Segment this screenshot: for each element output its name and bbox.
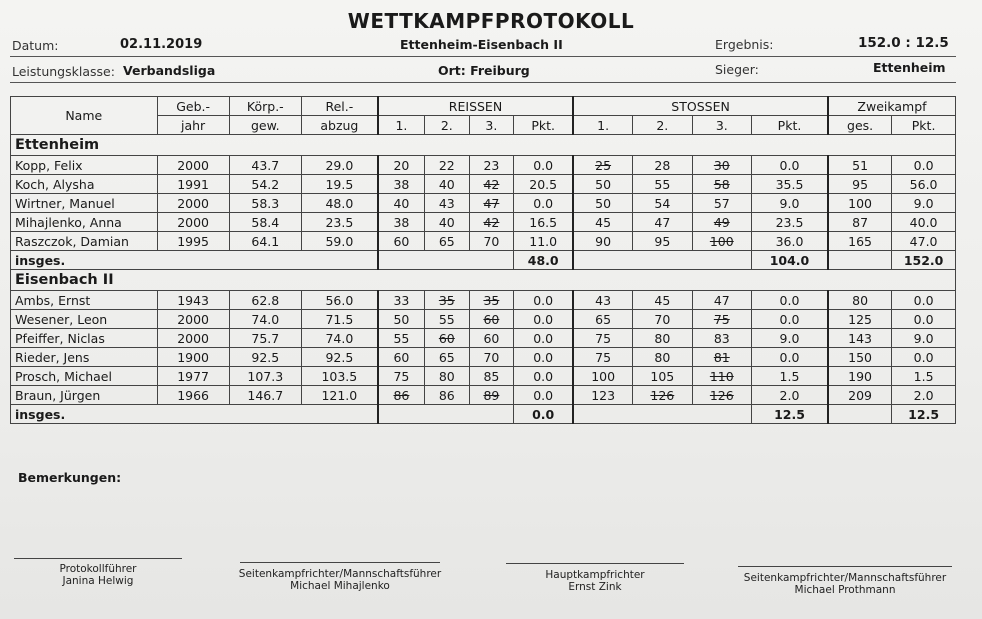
stossen-attempt-1: 50 — [573, 194, 632, 213]
athlete-name: Ambs, Ernst — [11, 291, 158, 310]
stossen-attempt-2: 45 — [633, 291, 692, 310]
signature-role: Hauptkampfrichter — [545, 569, 645, 581]
total-empty — [573, 251, 751, 270]
reissen-points: 20.5 — [514, 175, 573, 194]
signature-line — [738, 566, 952, 567]
zweikampf-total: 190 — [828, 367, 892, 386]
reissen-attempt-3: 85 — [469, 367, 514, 386]
athlete-name: Wesener, Leon — [11, 310, 158, 329]
ergebnis-label: Ergebnis: — [715, 37, 774, 52]
zweikampf-points: 9.0 — [892, 194, 956, 213]
athlete-row — [11, 175, 956, 194]
reissen-attempt-1: 50 — [378, 310, 425, 329]
reissen-points: 0.0 — [514, 329, 573, 348]
zweikampf-total: 125 — [828, 310, 892, 329]
stossen-attempt-1: 65 — [573, 310, 632, 329]
col-kg: Körp.- — [229, 97, 301, 116]
total-label: insges. — [11, 405, 378, 424]
reissen-attempt-3: 23 — [469, 156, 514, 175]
reissen-points: 11.0 — [514, 232, 573, 251]
signature-name: Michael Mihajlenko — [290, 580, 390, 592]
reissen-attempt-1: 33 — [378, 291, 425, 310]
reissen-points: 0.0 — [514, 386, 573, 405]
body-weight: 58.3 — [229, 194, 301, 213]
signature-line — [506, 563, 684, 564]
stossen-attempt-3: 57 — [692, 194, 751, 213]
athlete-name: Pfeiffer, Niclas — [11, 329, 158, 348]
total-empty — [828, 251, 892, 270]
reissen-attempt-3: 42 — [469, 175, 514, 194]
stossen-points: 36.0 — [752, 232, 828, 251]
total-empty — [378, 251, 514, 270]
total-zweikampf: 12.5 — [892, 405, 956, 424]
ort-value: Ort: Freiburg — [438, 63, 530, 78]
signature-name: Janina Helwig — [62, 575, 134, 587]
signature-hauptkampfrichter — [506, 569, 684, 593]
zweikampf-points: 1.5 — [892, 367, 956, 386]
relative-deduction: 29.0 — [301, 156, 377, 175]
stossen-attempt-2: 126 — [633, 386, 692, 405]
reissen-points: 0.0 — [514, 194, 573, 213]
zweikampf-total: 143 — [828, 329, 892, 348]
stossen-points: 9.0 — [752, 329, 828, 348]
zweikampf-total: 165 — [828, 232, 892, 251]
stossen-attempt-2: 47 — [633, 213, 692, 232]
athlete-name: Mihajlenko, Anna — [11, 213, 158, 232]
total-stossen: 12.5 — [752, 405, 828, 424]
relative-deduction: 19.5 — [301, 175, 377, 194]
signature-role: Protokollführer — [59, 563, 137, 575]
reissen-attempt-3: 70 — [469, 232, 514, 251]
relative-deduction: 121.0 — [301, 386, 377, 405]
athlete-row — [11, 232, 956, 251]
sieger-value: Ettenheim — [873, 60, 946, 75]
sieger-label: Sieger: — [715, 62, 759, 77]
stossen-attempt-3: 30 — [692, 156, 751, 175]
reissen-attempt-2: 55 — [425, 310, 470, 329]
body-weight: 92.5 — [229, 348, 301, 367]
col-geb: Geb.- — [157, 97, 229, 116]
body-weight: 74.0 — [229, 310, 301, 329]
stossen-attempt-2: 95 — [633, 232, 692, 251]
zweikampf-points: 56.0 — [892, 175, 956, 194]
header-divider — [10, 56, 956, 57]
reissen-attempt-2: 65 — [425, 232, 470, 251]
relative-deduction: 48.0 — [301, 194, 377, 213]
zweikampf-total: 95 — [828, 175, 892, 194]
reissen-attempt-2: 22 — [425, 156, 470, 175]
col-r1: 1. — [378, 116, 425, 135]
signature-role: Seitenkampfrichter/Mannschaftsführer — [743, 572, 947, 584]
athlete-name: Rieder, Jens — [11, 348, 158, 367]
zweikampf-total: 100 — [828, 194, 892, 213]
stossen-attempt-1: 25 — [573, 156, 632, 175]
stossen-points: 0.0 — [752, 156, 828, 175]
leistungsklasse-label: Leistungsklasse: — [12, 64, 115, 79]
signature-name: Ernst Zink — [568, 581, 622, 593]
stossen-attempt-3: 81 — [692, 348, 751, 367]
ergebnis-value: 152.0 : 12.5 — [858, 35, 949, 51]
stossen-attempt-2: 28 — [633, 156, 692, 175]
birth-year: 2000 — [157, 213, 229, 232]
birth-year: 2000 — [157, 310, 229, 329]
match-name: Ettenheim-Eisenbach II — [400, 37, 563, 52]
team-header-row — [11, 270, 956, 291]
athlete-name: Braun, Jürgen — [11, 386, 158, 405]
col-s1: 1. — [573, 116, 632, 135]
reissen-points: 0.0 — [514, 367, 573, 386]
total-reissen: 0.0 — [514, 405, 573, 424]
stossen-attempt-3: 75 — [692, 310, 751, 329]
body-weight: 146.7 — [229, 386, 301, 405]
zweikampf-total: 87 — [828, 213, 892, 232]
reissen-attempt-1: 55 — [378, 329, 425, 348]
stossen-attempt-1: 100 — [573, 367, 632, 386]
reissen-attempt-3: 70 — [469, 348, 514, 367]
col-rel-2: abzug — [301, 116, 377, 135]
zweikampf-total: 209 — [828, 386, 892, 405]
col-zpkt: Pkt. — [892, 116, 956, 135]
signature-seitenkampfrichter-2 — [730, 572, 960, 596]
stossen-attempt-3: 83 — [692, 329, 751, 348]
stossen-attempt-2: 80 — [633, 348, 692, 367]
stossen-attempt-1: 75 — [573, 348, 632, 367]
birth-year: 2000 — [157, 194, 229, 213]
stossen-attempt-1: 123 — [573, 386, 632, 405]
athlete-row — [11, 194, 956, 213]
relative-deduction: 71.5 — [301, 310, 377, 329]
stossen-attempt-1: 43 — [573, 291, 632, 310]
reissen-attempt-1: 38 — [378, 213, 425, 232]
stossen-points: 9.0 — [752, 194, 828, 213]
col-spkt: Pkt. — [752, 116, 828, 135]
reissen-points: 0.0 — [514, 156, 573, 175]
reissen-attempt-3: 42 — [469, 213, 514, 232]
birth-year: 1966 — [157, 386, 229, 405]
athlete-row — [11, 348, 956, 367]
col-s3: 3. — [692, 116, 751, 135]
results-body — [11, 135, 956, 424]
team-total-row — [11, 251, 956, 270]
remarks-label: Bemerkungen: — [18, 470, 122, 485]
reissen-attempt-2: 80 — [425, 367, 470, 386]
results-table — [10, 96, 956, 424]
zweikampf-points: 2.0 — [892, 386, 956, 405]
relative-deduction: 92.5 — [301, 348, 377, 367]
birth-year: 1943 — [157, 291, 229, 310]
header-row-1 — [11, 97, 956, 116]
birth-year: 1900 — [157, 348, 229, 367]
header-divider-2 — [10, 82, 956, 83]
body-weight: 54.2 — [229, 175, 301, 194]
reissen-attempt-2: 40 — [425, 175, 470, 194]
reissen-points: 0.0 — [514, 310, 573, 329]
reissen-attempt-2: 35 — [425, 291, 470, 310]
stossen-points: 0.0 — [752, 310, 828, 329]
reissen-attempt-2: 86 — [425, 386, 470, 405]
birth-year: 1991 — [157, 175, 229, 194]
signature-protokollfuehrer — [14, 563, 182, 587]
stossen-attempt-3: 100 — [692, 232, 751, 251]
col-reissen: REISSEN — [378, 97, 573, 116]
athlete-name: Prosch, Michael — [11, 367, 158, 386]
team-header-row — [11, 135, 956, 156]
col-r2: 2. — [425, 116, 470, 135]
stossen-attempt-2: 54 — [633, 194, 692, 213]
athlete-row — [11, 310, 956, 329]
stossen-attempt-3: 58 — [692, 175, 751, 194]
reissen-attempt-1: 20 — [378, 156, 425, 175]
stossen-attempt-3: 47 — [692, 291, 751, 310]
zweikampf-points: 0.0 — [892, 291, 956, 310]
athlete-name: Koch, Alysha — [11, 175, 158, 194]
reissen-points: 0.0 — [514, 291, 573, 310]
relative-deduction: 23.5 — [301, 213, 377, 232]
birth-year: 1977 — [157, 367, 229, 386]
team-total-row — [11, 405, 956, 424]
signature-line — [14, 558, 182, 559]
birth-year: 2000 — [157, 156, 229, 175]
col-s2: 2. — [633, 116, 692, 135]
team-name: Eisenbach II — [11, 270, 956, 291]
reissen-attempt-1: 38 — [378, 175, 425, 194]
athlete-name: Kopp, Felix — [11, 156, 158, 175]
col-name: Name — [11, 97, 158, 135]
team-name: Ettenheim — [11, 135, 956, 156]
reissen-attempt-2: 43 — [425, 194, 470, 213]
signature-role: Seitenkampfrichter/Mannschaftsführer — [238, 568, 442, 580]
reissen-points: 0.0 — [514, 348, 573, 367]
leistungsklasse-value: Verbandsliga — [123, 63, 216, 78]
relative-deduction: 74.0 — [301, 329, 377, 348]
stossen-attempt-2: 70 — [633, 310, 692, 329]
col-rel: Rel.- — [301, 97, 377, 116]
datum-label: Datum: — [12, 38, 59, 53]
stossen-attempt-1: 90 — [573, 232, 632, 251]
birth-year: 1995 — [157, 232, 229, 251]
body-weight: 43.7 — [229, 156, 301, 175]
stossen-attempt-1: 75 — [573, 329, 632, 348]
stossen-points: 23.5 — [752, 213, 828, 232]
col-zweikampf: Zweikampf — [828, 97, 956, 116]
reissen-attempt-3: 35 — [469, 291, 514, 310]
reissen-attempt-1: 86 — [378, 386, 425, 405]
total-empty — [828, 405, 892, 424]
stossen-points: 1.5 — [752, 367, 828, 386]
relative-deduction: 59.0 — [301, 232, 377, 251]
zweikampf-points: 9.0 — [892, 329, 956, 348]
reissen-attempt-1: 60 — [378, 348, 425, 367]
athlete-row — [11, 291, 956, 310]
reissen-attempt-2: 40 — [425, 213, 470, 232]
total-zweikampf: 152.0 — [892, 251, 956, 270]
athlete-name: Raszczok, Damian — [11, 232, 158, 251]
col-kg-2: gew. — [229, 116, 301, 135]
signature-name: Michael Prothmann — [794, 584, 896, 596]
zweikampf-points: 0.0 — [892, 348, 956, 367]
total-reissen: 48.0 — [514, 251, 573, 270]
body-weight: 62.8 — [229, 291, 301, 310]
stossen-points: 35.5 — [752, 175, 828, 194]
body-weight: 107.3 — [229, 367, 301, 386]
reissen-attempt-2: 60 — [425, 329, 470, 348]
stossen-attempt-1: 50 — [573, 175, 632, 194]
athlete-name: Wirtner, Manuel — [11, 194, 158, 213]
reissen-attempt-2: 65 — [425, 348, 470, 367]
reissen-attempt-1: 60 — [378, 232, 425, 251]
athlete-row — [11, 213, 956, 232]
reissen-attempt-3: 60 — [469, 310, 514, 329]
zweikampf-points: 47.0 — [892, 232, 956, 251]
stossen-attempt-3: 49 — [692, 213, 751, 232]
reissen-attempt-1: 75 — [378, 367, 425, 386]
athlete-row — [11, 156, 956, 175]
stossen-attempt-3: 110 — [692, 367, 751, 386]
zweikampf-points: 0.0 — [892, 310, 956, 329]
total-stossen: 104.0 — [752, 251, 828, 270]
stossen-attempt-2: 105 — [633, 367, 692, 386]
col-rpkt: Pkt. — [514, 116, 573, 135]
col-r3: 3. — [469, 116, 514, 135]
datum-value: 02.11.2019 — [120, 37, 203, 52]
col-geb-2: jahr — [157, 116, 229, 135]
body-weight: 64.1 — [229, 232, 301, 251]
stossen-attempt-2: 55 — [633, 175, 692, 194]
zweikampf-points: 0.0 — [892, 156, 956, 175]
signature-seitenkampfrichter-1 — [228, 568, 452, 592]
stossen-points: 0.0 — [752, 291, 828, 310]
document-title: WETTKAMPFPROTOKOLL — [347, 9, 635, 33]
body-weight: 75.7 — [229, 329, 301, 348]
stossen-points: 2.0 — [752, 386, 828, 405]
athlete-row — [11, 367, 956, 386]
zweikampf-total: 51 — [828, 156, 892, 175]
stossen-attempt-3: 126 — [692, 386, 751, 405]
total-empty — [378, 405, 514, 424]
relative-deduction: 103.5 — [301, 367, 377, 386]
reissen-attempt-3: 47 — [469, 194, 514, 213]
col-zges: ges. — [828, 116, 892, 135]
body-weight: 58.4 — [229, 213, 301, 232]
col-stossen: STOSSEN — [573, 97, 828, 116]
signature-line — [240, 562, 440, 563]
relative-deduction: 56.0 — [301, 291, 377, 310]
athlete-row — [11, 329, 956, 348]
stossen-points: 0.0 — [752, 348, 828, 367]
zweikampf-total: 150 — [828, 348, 892, 367]
athlete-row — [11, 386, 956, 405]
reissen-attempt-1: 40 — [378, 194, 425, 213]
reissen-attempt-3: 89 — [469, 386, 514, 405]
birth-year: 2000 — [157, 329, 229, 348]
reissen-points: 16.5 — [514, 213, 573, 232]
total-empty — [573, 405, 751, 424]
zweikampf-total: 80 — [828, 291, 892, 310]
reissen-attempt-3: 60 — [469, 329, 514, 348]
total-label: insges. — [11, 251, 378, 270]
zweikampf-points: 40.0 — [892, 213, 956, 232]
stossen-attempt-2: 80 — [633, 329, 692, 348]
stossen-attempt-1: 45 — [573, 213, 632, 232]
